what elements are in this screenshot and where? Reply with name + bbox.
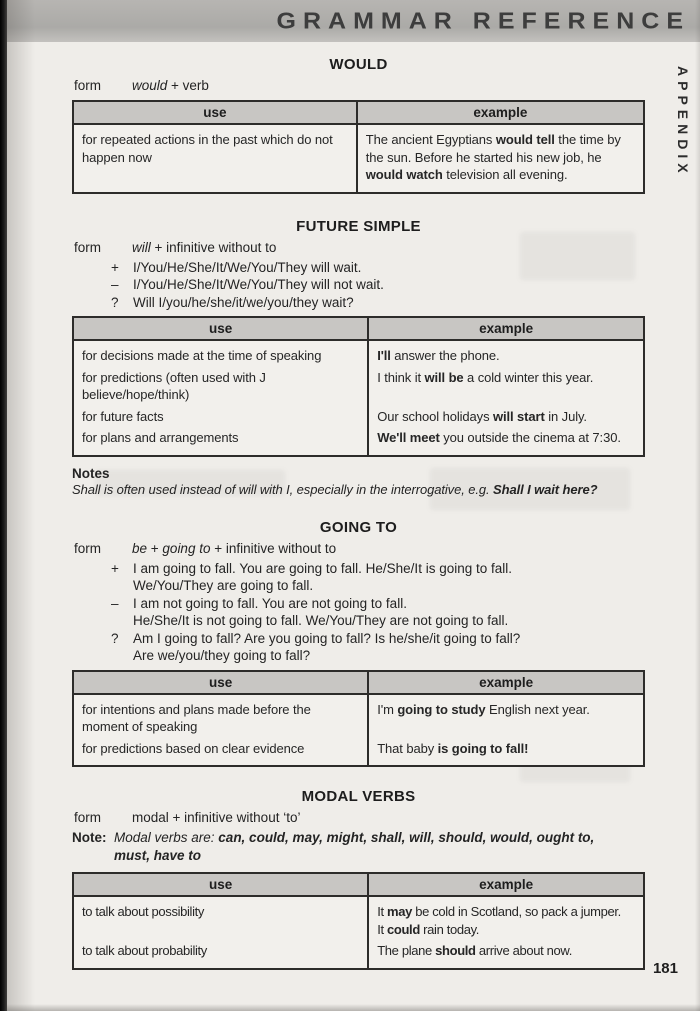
text-run: answer the phone. — [390, 348, 500, 363]
use-cell — [73, 738, 368, 767]
section-future-simple — [72, 218, 645, 498]
text-run: television all evening. — [442, 167, 568, 182]
section-heading: WOULD — [329, 56, 388, 73]
form-sentence — [133, 276, 645, 294]
usage-table — [72, 100, 645, 194]
form-sign: ? — [111, 294, 119, 310]
form-label: form — [74, 810, 101, 825]
form-pattern — [132, 77, 645, 95]
text-run: could — [387, 921, 420, 937]
use-cell — [73, 124, 357, 193]
text-run: will start — [492, 408, 545, 424]
form-row — [72, 540, 645, 558]
use-cell — [73, 940, 368, 969]
table-row — [73, 694, 644, 738]
text-run: Will I/you/he/she/it/we/you/they wait? — [133, 294, 354, 310]
form-example-line — [111, 630, 645, 665]
text-run: It — [377, 921, 387, 937]
form-row — [72, 77, 645, 95]
example-cell — [368, 940, 644, 969]
column-header-example: example — [368, 317, 644, 340]
text-run: in July. — [544, 408, 587, 424]
example-cell — [357, 124, 644, 193]
text-run: would tell — [495, 132, 555, 147]
text-run: going to study — [397, 701, 486, 717]
text-run: for intentions and plans made before the moment of speaking — [82, 701, 311, 734]
text-run: He/She/It is not going to fall. We/You/They are not going to fall. — [133, 613, 509, 628]
table-row — [73, 367, 644, 406]
form-row — [72, 239, 645, 257]
text-run: for decisions made at the time of speaking — [82, 348, 322, 363]
page-right-edge — [695, 0, 700, 1011]
use-cell — [73, 340, 368, 367]
section-heading: GOING TO — [319, 518, 398, 536]
section-would — [72, 56, 645, 194]
text-run: can, could, may, might, shall, will, should, would, ought to, — [218, 830, 595, 845]
form-sign: + — [111, 259, 119, 275]
text-run: the time by the sun. Before he started his new job, he — [365, 132, 621, 165]
column-header-example: example — [368, 873, 644, 896]
form-sign: ? — [111, 630, 119, 646]
page-content — [72, 42, 645, 970]
text-run: I think it — [377, 369, 425, 385]
example-cell — [368, 340, 644, 367]
text-run: Are we/you/they going to fall? — [133, 648, 311, 663]
note-row — [72, 829, 645, 864]
table-row — [73, 124, 644, 193]
text-run: We/You/They are going to fall. — [133, 578, 314, 593]
form-sentence — [133, 259, 645, 277]
form-example-line — [111, 560, 645, 595]
text-run: English next year. — [485, 701, 590, 717]
form-example-line — [111, 259, 645, 277]
form-sentence — [133, 595, 645, 630]
form-sentence — [133, 560, 645, 595]
text-run: + infinitive without to — [210, 540, 337, 556]
text-run: + verb — [167, 78, 209, 93]
form-label: form — [74, 540, 101, 556]
example-cell — [368, 694, 644, 738]
note-text — [114, 829, 645, 864]
use-cell — [73, 896, 368, 940]
text-run: Am I going to fall? Are you going to fall? Is he/she/it going to fall? — [133, 630, 521, 646]
text-run: The ancient Egyptians — [365, 132, 496, 147]
form-examples — [72, 259, 645, 312]
usage-table — [72, 670, 645, 768]
note-label: Note: — [72, 830, 107, 845]
text-run: is going to fall! — [437, 740, 529, 756]
text-run: + infinitive without to — [150, 239, 277, 255]
section-modal-verbs — [72, 788, 645, 970]
column-header-use: use — [73, 101, 357, 124]
example-cell — [368, 896, 644, 940]
form-sentence — [133, 630, 645, 665]
notes-text — [72, 481, 645, 498]
column-header-use: use — [73, 873, 368, 896]
text-run: would watch — [365, 167, 443, 182]
text-run: I/You/He/She/It/We/You/They will not wait. — [133, 277, 384, 292]
table-row — [73, 406, 644, 428]
text-run: I/You/He/She/It/We/You/They will wait. — [133, 259, 362, 275]
text-run: will be — [424, 369, 464, 385]
section-heading: FUTURE SIMPLE — [296, 217, 421, 235]
use-cell — [73, 427, 368, 456]
form-examples — [72, 560, 645, 665]
page-title: GRAMMAR REFERENCE — [276, 7, 690, 34]
text-run: should — [435, 943, 476, 958]
use-cell — [73, 694, 368, 738]
page-header-banner — [0, 0, 700, 42]
text-run: a cold winter this year. — [463, 369, 594, 385]
use-cell — [73, 367, 368, 406]
section-heading: MODAL VERBS — [301, 788, 416, 805]
text-run: to talk about possibility — [82, 904, 205, 919]
table-row — [73, 940, 644, 969]
text-run: for predictions based on clear evidence — [82, 740, 305, 756]
text-run: Shall I wait here? — [493, 481, 598, 497]
text-run: for plans and arrangements — [82, 430, 239, 445]
form-pattern — [132, 239, 645, 257]
text-run: rain today. — [419, 921, 480, 937]
text-run: you outside the cinema at 7:30. — [439, 430, 621, 445]
text-run: The plane — [377, 943, 436, 958]
section-going-to — [72, 519, 645, 768]
page-bottom-edge — [0, 1004, 700, 1011]
text-run: I am going to fall. You are going to fall. He/She/It is going to fall. — [133, 560, 512, 576]
column-header-use: use — [73, 317, 368, 340]
text-run: Our school holidays — [377, 408, 493, 424]
text-run: I'm — [377, 701, 398, 717]
text-run: That baby — [377, 740, 438, 756]
table-row — [73, 738, 644, 767]
form-sign: – — [111, 277, 119, 292]
usage-table — [72, 872, 645, 970]
example-cell — [368, 406, 644, 428]
table-row — [73, 896, 644, 940]
text-run: arrive about now. — [475, 943, 572, 958]
text-run: modal + infinitive without ‘to’ — [132, 810, 301, 825]
table-row — [73, 427, 644, 456]
text-run: for repeated actions in the past which do not happen now — [82, 132, 333, 165]
book-spine-edge — [0, 0, 7, 1011]
text-run: Shall is often used instead of will with I, especially in the interrogative, e.g. — [72, 481, 494, 497]
form-sign: – — [111, 595, 119, 611]
text-run: must, have to — [114, 847, 202, 863]
usage-table — [72, 316, 645, 457]
text-run: to talk about probability — [82, 943, 207, 958]
text-run: It — [377, 904, 387, 919]
notes-title: Notes — [72, 465, 110, 481]
text-run: + — [147, 540, 163, 556]
text-run: be cold in Scotland, so pack a jumper. — [411, 904, 621, 919]
appendix-margin-label: APPENDIX — [675, 66, 691, 178]
use-cell — [73, 406, 368, 428]
form-example-line — [111, 276, 645, 294]
example-cell — [368, 427, 644, 456]
column-header-use: use — [73, 671, 368, 694]
example-cell — [368, 367, 644, 406]
text-run: I'll — [377, 348, 391, 363]
text-run: may — [387, 904, 412, 919]
form-pattern — [132, 540, 645, 558]
text-run: would — [132, 78, 168, 93]
column-header-example: example — [357, 101, 644, 124]
form-label: form — [74, 239, 101, 255]
form-sign: + — [111, 560, 119, 576]
page-number: 181 — [652, 960, 678, 977]
text-run: Modal verbs are: — [114, 830, 219, 845]
text-run: be — [132, 540, 148, 556]
text-run: I am not going to fall. You are not going to fall. — [133, 595, 407, 611]
form-example-line — [111, 595, 645, 630]
example-cell — [368, 738, 644, 767]
table-row — [73, 340, 644, 367]
column-header-example: example — [368, 671, 644, 694]
form-example-line — [111, 294, 645, 312]
text-run: for predictions (often used with J believe/hope/think) — [82, 369, 266, 402]
spine-shadow — [7, 0, 35, 1011]
text-run: for future facts — [82, 408, 164, 424]
form-label: form — [74, 78, 101, 93]
text-run: will — [132, 239, 151, 255]
text-run: We'll meet — [377, 430, 440, 445]
form-row — [72, 809, 645, 827]
form-pattern — [132, 809, 645, 827]
form-sentence — [133, 294, 645, 312]
text-run: going to — [162, 540, 211, 556]
